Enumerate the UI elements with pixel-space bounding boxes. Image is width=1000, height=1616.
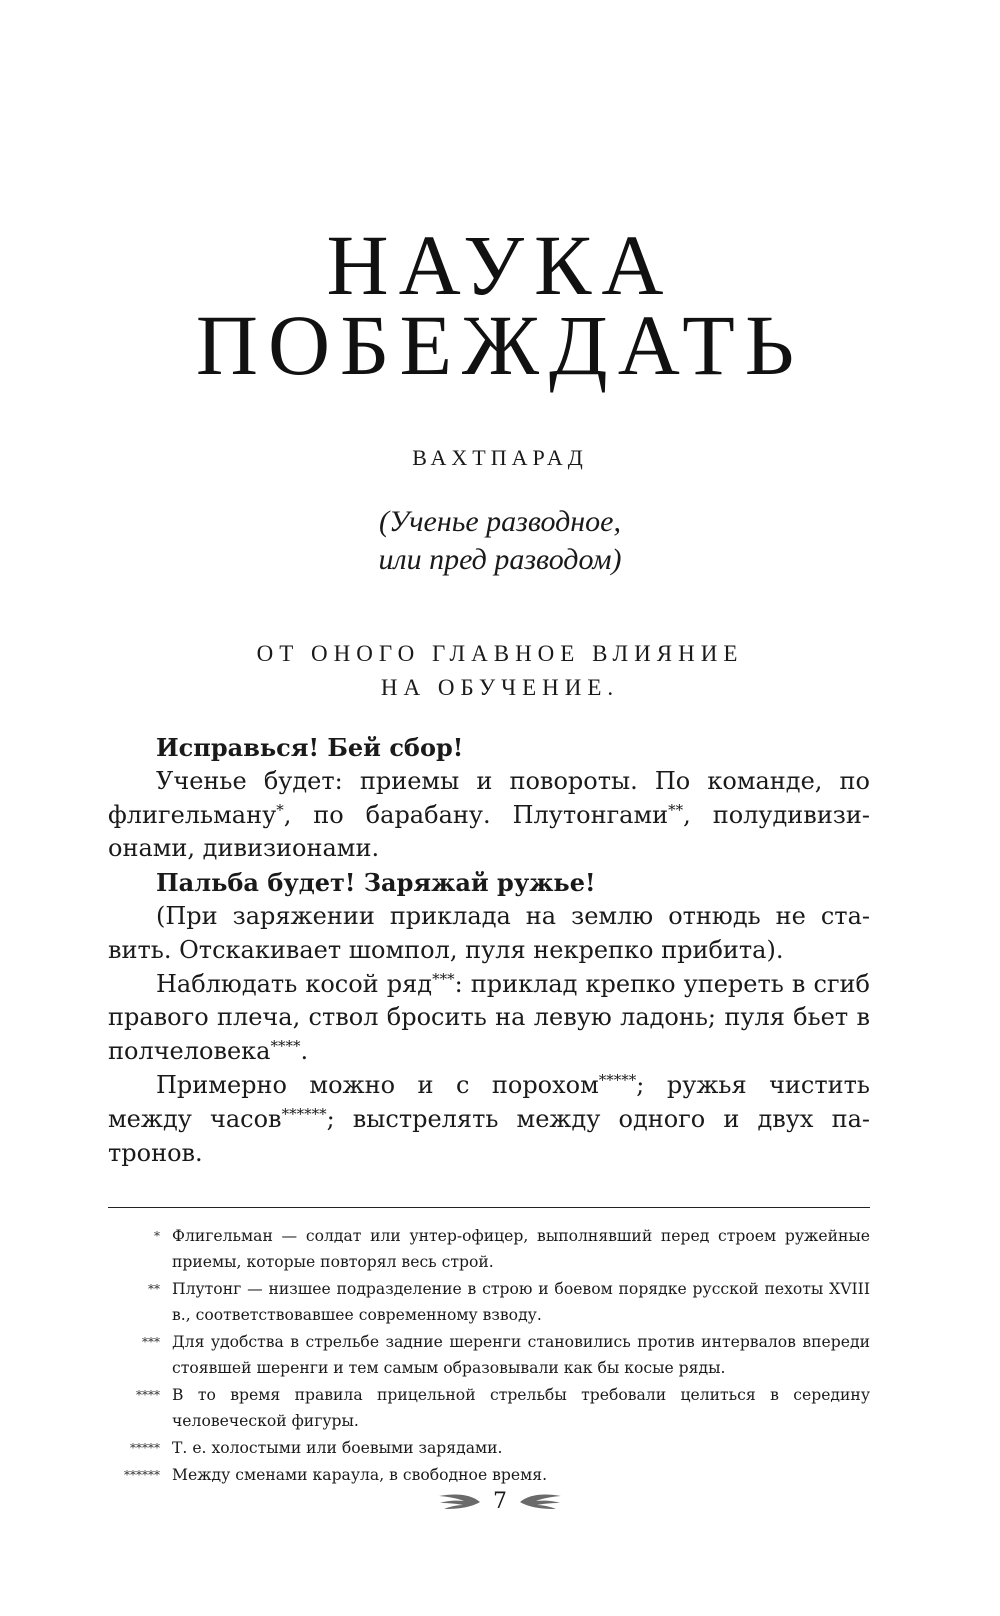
footnote xyxy=(108,1462,870,1488)
footnote-mark: ****** xyxy=(124,1468,160,1482)
footnote-mark: ** xyxy=(148,1282,160,1296)
footnote-divider xyxy=(108,1207,870,1208)
footnote-mark: ***** xyxy=(130,1441,160,1455)
paragraph-command-1: Исправься! Бей сбор! xyxy=(156,733,464,762)
footnote-ref-4: **** xyxy=(270,1037,301,1056)
footnote xyxy=(108,1382,870,1434)
footnote-text: Флигельман — солдат или унтер-офицер, выполнявший перед строем ружейные приемы, которые повторял весь строй. xyxy=(172,1227,870,1271)
footnotes xyxy=(108,1223,870,1489)
footnote xyxy=(108,1329,870,1381)
section-heading xyxy=(0,637,1000,705)
subtitle-line-1: (Ученье разводное, xyxy=(379,505,621,538)
page-number: 7 xyxy=(493,1489,507,1514)
paragraph-oblique-row: Наблюдать косой ряд***: приклад крепко упереть в сгиб правого плеча, ствол бросить на левую ладонь; пуля бьет в полчеловека****. xyxy=(108,969,870,1066)
section-heading-line-2: НА ОБУЧЕНИЕ. xyxy=(380,675,620,700)
footnote-mark: * xyxy=(154,1229,160,1243)
footnote-mark: **** xyxy=(136,1388,160,1402)
footnote-mark: *** xyxy=(142,1335,160,1349)
right-wing-ornament-icon xyxy=(519,1492,563,1512)
footnote-text: Т. е. холостыми или боевыми зарядами. xyxy=(172,1439,503,1457)
footnote-ref-5: ***** xyxy=(598,1070,637,1089)
footnote xyxy=(108,1435,870,1461)
footnote-text: Для удобства в стрельбе задние шеренги становились против интервалов впереди стоявшей шеренги и тем самым образовывали как бы косые ряды. xyxy=(172,1333,870,1377)
footnote-ref-2: ** xyxy=(668,800,684,819)
left-wing-ornament-icon xyxy=(437,1492,481,1512)
footnote-ref-3: *** xyxy=(432,969,455,988)
paragraph-powder: Примерно можно и с порохом*****; ружья чистить между часов******; выстрелять между одного и двух патронов. xyxy=(108,1070,870,1167)
chapter-title-line-1: НАУКА xyxy=(326,217,674,313)
footnote-text: Между сменами караула, в свободное время. xyxy=(172,1466,548,1484)
chapter-title-line-2: ПОБЕЖДАТЬ xyxy=(195,297,805,393)
paragraph-loading: (При заряжении приклада на землю отнюдь не ставить. Отскакивает шомпол, пуля некрепко прибита). xyxy=(108,901,870,964)
body-text xyxy=(108,731,870,1170)
page-footer xyxy=(0,1489,1000,1514)
subheading: ВАХТПАРАД xyxy=(412,445,588,470)
footnote-ref-6: ****** xyxy=(281,1104,327,1123)
paragraph-command-2: Пальба будет! Заряжай ружье! xyxy=(156,868,596,898)
subtitle-line-2: или пред разводом) xyxy=(378,543,622,576)
paragraph-drill: Ученье будет: приемы и повороты. По команде, по флигельману*, по барабану. Плутонгами**, полудивизионами, дивизионами. xyxy=(108,766,871,863)
section-heading-line-1: ОТ ОНОГО ГЛАВНОЕ ВЛИЯНИЕ xyxy=(256,641,744,666)
footnote xyxy=(108,1223,870,1275)
footnote-text: Плутонг — низшее подразделение в строю и боевом порядке русской пехоты XVIII в., соответствовавшее современному взводу. xyxy=(172,1280,870,1324)
subtitle xyxy=(0,503,1000,579)
footnote-ref-1: * xyxy=(276,800,284,819)
footnote xyxy=(108,1276,870,1328)
footnote-text: В то время правила прицельной стрельбы требовали целиться в середину человеческой фигуры. xyxy=(172,1386,870,1430)
